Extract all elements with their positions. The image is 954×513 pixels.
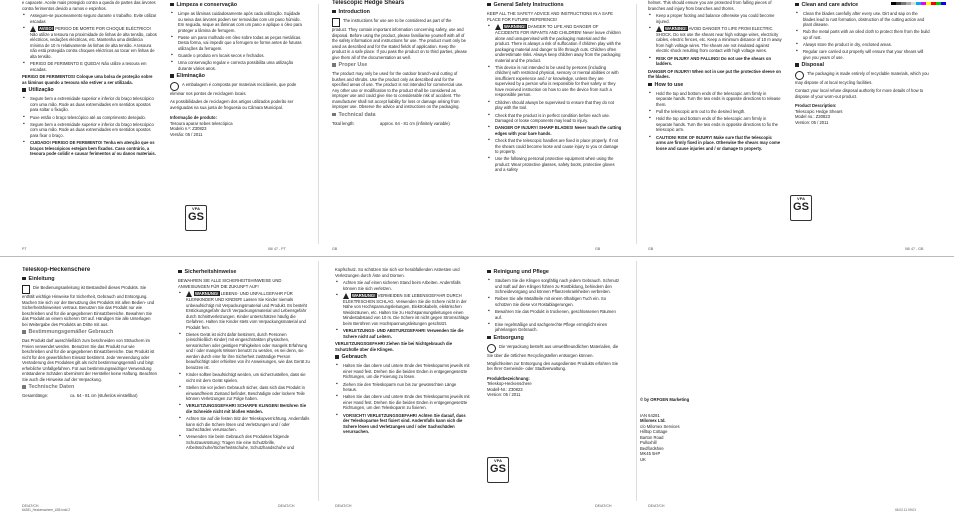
gb-keep: KEEP ALL THE SAFETY ADVICE AND INSTRUCTIONS IN A SAFE PLACE FOR FUTURE REFERENCE!	[487, 11, 613, 22]
bullet-square-icon	[332, 10, 336, 14]
list-item: ▪ Verwenden Sie beim Gebrauch des Produktes folgende Schutzausrüstung: Tragen Sie eine Schutzbrille, Arbeitsschuhe/Sicherheitsschuhe, Schutzhandschuhe und	[178, 434, 313, 451]
list-item: ▪ Hold the top and bottom ends of the telescopic arm firmly in separate hands. Turn the two ends in opposite directions to release them.	[648, 91, 783, 108]
ian-number: IAN 64281	[640, 412, 660, 418]
de-use-list	[335, 363, 470, 434]
pt-disposal: A embalagem é composta por materiais recicláveis, que pode eliminar nos pontos de reciclagem locais.	[170, 82, 297, 97]
de-safety-list	[178, 291, 313, 451]
bullet-square-icon	[487, 3, 491, 7]
section-heading: General Safety Instructions	[487, 2, 622, 9]
pt-product-line: Versão: 05 / 2011	[170, 131, 203, 137]
page-divider	[318, 4, 319, 244]
list-item: ▪ CAUTION! RISK OF INJURY! Make sure that the telescopic arms are firmly fixed in place. Otherwise the shears may come loose and cause injuries and / or damage to property.	[648, 135, 783, 152]
list-item: ▪ Check that the telescopic handles are fixed in place properly. If not the shears could become loose and cause injury to you or damage to property.	[487, 138, 622, 155]
list-item: ▪ DANGER OF INJURY! SHARP BLADES! Never touch the cutting edges with your bare hands.	[487, 125, 622, 136]
section-heading: Clean and care advice	[795, 2, 930, 9]
de-keep: BEWAHREN SIE ALLE SICHERHEITSHINWEISE UND ANWEISUNGEN FÜR DIE ZUKUNFT AUF!	[178, 278, 282, 289]
folio: DE/AT/CH	[595, 504, 612, 508]
list-item: ▪ Children should always be supervised to ensure that they do not play with the tool.	[487, 100, 622, 111]
section-heading: Proper Use	[332, 62, 467, 69]
list-item: ▪ CUIDADO! PERIGO DE FERIMENTO! Tenha em atenção que os braços telescópicos estejam bem fixados. Caso contrário, a tesoura pode colidir e causar ferimentos a/ ou danos materiais.	[22, 140, 157, 157]
pt-product-line: Tesoura aparar sebes telescópica	[170, 120, 233, 126]
list-item: ▪ Dieses Gerät ist nicht dafür bestimmt, durch Personen (einschließlich Kinder) mit eingeschränkten physischen, sensorischen oder geistigen Fähigkeiten oder mangels Erfahrung und / oder mangels Wissen benutzt zu werden, es sei denn, sie werden durch eine für ihre Sicherheit zuständige Person beaufsichtigt oder erhielten von ihr Anweisungen, wie das Gerät zu benutzen ist.	[178, 332, 313, 371]
list-item: ▪ WARNUNG! VERMEIDEN SIE LEBENSGEFAHR DURCH ELEKTRISCHEN SCHLAG. Verwenden Sie die Schere nicht in der Nähe von Hochspannungsleitungen, Elektrokabeln, elektrischen Weidezäunen, etc. Halten Sie zu Hochspannungsleitungen einen Mindestabstand von 10 m. Die Schere ist nicht gegen Stromschläge beim Berühren von Hochspannungsleitungen geschützt.	[335, 293, 470, 327]
list-item: ▪ PERIGO DE FERIMENTO E QUEDA! Não utilize a tesoura em escadas.	[22, 61, 157, 72]
page-divider	[636, 261, 637, 501]
folio: GB	[648, 247, 654, 251]
bullet-square-icon	[178, 270, 182, 274]
bullet-square-icon	[332, 63, 336, 67]
bullet-square-icon	[487, 270, 491, 274]
address-line: Hilltop Cottage	[640, 429, 668, 434]
recycle-icon	[170, 82, 179, 91]
folio: 08/ 47 - GB	[905, 247, 924, 251]
folio: DE/AT/CH	[22, 504, 39, 508]
de-product-line: Teleskop-Heckenschere	[487, 381, 532, 387]
list-item: ▪ This device is not intended to be used by persons (including children) with restricted physical, sensory or mental abilities or with insufficient experience and / or knowledge, unless they are supervised by a person who is responsible for their safety or they have received instruction on how to use the device from such a responsible person.	[487, 65, 622, 98]
list-item: ▪ Segure bem a extremidade superior e inferior do braço telescópico com uma mão. Rode as duas extremidades em sentidos opostos para fixar o braço.	[22, 122, 157, 139]
pt-injury: PERIGO DE FERIMENTOS! Coloque uma bolsa de proteção sobre as lâminas quando a tesoura não estiver a ser utilizada.	[22, 74, 153, 85]
top-col-5	[648, 0, 783, 246]
folio: DE/AT/CH	[335, 504, 352, 508]
gb-care-list	[795, 11, 930, 60]
page-title: Teleskop-Heckenschere	[22, 267, 91, 273]
list-item: ▪ Uma conservação regular e correcta possibilita uma utilização durante vários anos.	[170, 60, 305, 71]
bullet-square-icon	[335, 355, 339, 359]
de-disposal-2: Möglichkeiten zur Entsorgung des ausgedienten Produkts erfahren Sie bei Ihrer Gemeinde- oder Stadtverwaltung.	[487, 360, 619, 372]
recycle-icon	[487, 344, 496, 353]
pt-bullets-1	[22, 13, 157, 72]
list-item: ▪ Ziehen Sie den Teleskoparm nun bis zur gewünschten Länge heraus.	[335, 382, 470, 393]
gb-product-line: Model no.: Z30823	[795, 114, 830, 120]
list-item: ▪ Rub the metal parts with an oiled cloth to protect them from the build up of rust.	[795, 29, 930, 40]
gb-use-list	[648, 91, 783, 151]
section-heading: Entsorgung	[487, 335, 622, 342]
section-heading: Bestimmungsgemäßer Gebrauch	[22, 329, 157, 336]
bottom-col-1	[22, 267, 157, 513]
folio: DE/AT/CH	[278, 504, 295, 508]
section-heading: Gebrauch	[335, 354, 470, 361]
print-timestamp: 06.02.11 09:01	[895, 508, 917, 512]
gb-disposal: The packaging is made entirely of recyclable materials, which you may dispose of at local recycling facilities.	[795, 71, 929, 86]
section-heading: Sicherheitshinweise	[178, 269, 313, 276]
list-item: ▪ AVISO! PERIGO DE MORTE POR CHOQUE ELÉCTRICO! Não utilize a tesoura na proximidade de linhas de alta tensão, cabos eléctricos, vedações eléctricas, etc. Mantenha uma distância mínima de 10 m relativamente às linhas de alta tensão. A tesoura não está protegida contra choques eléctricos ao tocar em linhas de alta tensão.	[22, 26, 157, 60]
list-item: ▪ VERLETZUNGSGEFAHR! SCHARFE KLINGEN! Berühren Sie die Schneide nicht mit bloßen Händen.	[178, 403, 313, 414]
list-item: ▪ Clean the blades carefully after every use. Dirt and sap on the blades lead to rust formation, obstruction of the cutting action and plant disease.	[795, 11, 930, 28]
folio: DE/AT/CH	[648, 504, 665, 508]
section-heading: Technical data	[332, 112, 467, 119]
section-heading: How to use	[648, 82, 783, 89]
de-disposal: Die Verpackung besteht aus umweltfreundlichen Materialien, die Sie über die örtlichen Recyclingstellen entsorgen können.	[487, 343, 619, 358]
bottom-col-5	[640, 397, 775, 497]
bullet-square-icon	[332, 113, 336, 117]
de-care-list	[487, 278, 622, 333]
bullet-square-icon	[795, 63, 799, 67]
bullet-square-icon	[22, 330, 26, 334]
pt-bullets-2	[22, 96, 157, 156]
top-col-1	[22, 0, 157, 246]
section-heading: Technische Daten	[22, 384, 157, 391]
warning-label: WARNUNG!	[186, 291, 220, 296]
manual-icon	[22, 285, 30, 294]
list-item: ▪ Guarde o produto em locais secos e fechados.	[170, 53, 305, 59]
list-item: ▪ Eine regelmäßige und sachgerechte Pflege ermöglicht einen jahrelangen Gebrauch.	[487, 322, 622, 333]
list-item: ▪ Assegure-se puxoneamento seguro durante o trabalho. Evite utilizar escadas	[22, 13, 157, 24]
recycle-icon	[795, 71, 804, 80]
pt-disposal-2: As possibilidades de reciclagem dos artigos utilizados poderão ser averiguadas na sua junta de freguesia ou Câmara Municipal.	[170, 99, 294, 110]
bullet-square-icon	[22, 88, 26, 92]
de-helmet: Kopfschutz. So schützen Sie sich vor herabfallenden Astresten und Verletzungen durch Äste und Dornen.	[335, 267, 460, 278]
gb-proper: The product may only be used for the outdoor branch-and cutting of bushes and shrubs. Use the product only as described and for the specified areas of use. The product is not intended for commercial use. Any other use or modification to the product shall be considered as improper use and could give rise to considerable risk of accident. The manufacturer shall not accept liability for loss or damage arising from improper use. Observe the advice and instructions on the packaging.	[332, 71, 464, 110]
pt-intro: e capacete. Aceite mais protegido contra a queda de partes das árvores contra ferimentos devido a ramos e espinhos.	[22, 0, 156, 11]
address-line: Barton Road	[640, 434, 664, 440]
list-item: ▪ WARNING! DANGER TO LIFE AND DANGER OF ACCIDENTS FOR INFANTS AND CHILDREN! Never leave children alone and unsupervised with the packaging material and the product. There is always a risk of suffocation if children play with the packaging material and danger to life through cuts. Children often underestimate risks. Always keep children away from the packaging material and the product.	[487, 24, 622, 63]
list-item: ▪ Kinder sollten beaufsichtigt werden, um sicherzustellen, dass sie nicht mit dem Gerät spielen.	[178, 372, 313, 383]
folio: PT	[22, 247, 27, 251]
page-title: Telescopic Hedge Shears	[332, 0, 405, 6]
section-heading: Eliminação	[170, 73, 305, 80]
top-col-4	[487, 0, 622, 246]
list-item: ▪ Hold the top and bottom ends of the telescopic arm firmly in separate hands. Turn the two ends in opposite directions to fix the telescopic arm.	[648, 116, 783, 133]
gb-safety-list	[487, 24, 622, 173]
top-sheet	[0, 0, 954, 256]
list-item: ▪ Säubern Sie die Klingen sorgfältig nach jedem Gebrauch. Schmutz und Saft auf den Klingen führen zu Rostbildung, behindern den Schneidevorgang und können Pflanzenkrankheiten verbreiten.	[487, 278, 622, 295]
tech-row: Total length: approx. 64 - 81 cm (infinitely variable)	[332, 120, 450, 126]
gb-product-line: Version: 05 / 2011	[795, 119, 829, 125]
de-use: Das Produkt darf ausschließlich zum beschneiden von Sträuchern im Freien verwendet werden. Benutzen Sie das Produkt nur wie beschrieben und für die angegebenen Einsatzbereiche. Das Produkt ist nicht für den gewerblichen Einsatz bestimmt. Jede Verwendung oder Veränderung des Produktes gilt als nicht bestimmungsgemäß und birgt erhebliche Unfallgefahren. Für aus bestimmungswidriger Verwendung entstandene Schäden übernimmt der Hersteller keine Haftung. Beachten Sie auch die Hinweise auf der Verpackung.	[22, 338, 157, 382]
bottom-col-2	[178, 267, 313, 513]
gs-seal-icon: VPA GS	[185, 205, 207, 231]
section-heading: Disposal	[795, 62, 930, 69]
section-heading: Utilização	[22, 87, 157, 94]
address-line: Pulloxhill	[640, 440, 657, 445]
list-item: ▪ Pull the telescopic arm out to the desired length.	[648, 109, 783, 115]
list-item: ▪ Halten Sie das obere und untere Ende des Teleskoparms jeweils mit einer Hand fest. Drehen Sie die beiden Enden in entgegengesetzte Richtungen, um die Fixierung zu lösen.	[335, 363, 470, 380]
list-item: ▪ Keep a proper footing and balance otherwise you could become injured.	[648, 13, 783, 24]
address-line: c/o Milomex Services	[640, 423, 680, 429]
gb-safety-list-2	[648, 13, 783, 67]
top-col-3	[332, 0, 467, 246]
de-product-line: Version: 05 / 2011	[487, 392, 521, 398]
warning-label: WARNING!	[656, 26, 688, 31]
list-item: ▪ Puxe então o braço telescópico até ao comprimento desejado.	[22, 115, 157, 121]
list-item: ▪ Halten Sie das obere und untere Ende des Teleskoparms jeweils mit einer Hand fest. Drehen Sie die beiden Enden in entgegengesetzte Richtungen, um den Teleskoparm zu fixieren.	[335, 394, 470, 411]
page-divider	[636, 4, 637, 244]
address-line: Bedfordshire	[640, 445, 664, 451]
list-item: ▪ RISK OF INJURY AND FALLING! Do not use the shears on ladders.	[648, 56, 783, 67]
page-divider	[318, 261, 319, 501]
de-intro: Die Bedienungsanleitung ist Bestandteil dieses Produkts. Sie enthält wichtige Hinweise für Sicherheit, Gebrauch und Entsorgung. Machen Sie sich vor der Benutzung des Produkts mit allen Bedien- und Sicherheitshinweisen vertraut. Benutzen Sie das Produkt nur wie beschrieben und für die angegebenen Einsatzbereiche. Bewahren Sie das Produkt an einem sicheren Ort auf. Händigen Sie alle Unterlagen bei Weitergabe des Produkts an Dritte mit aus.	[22, 285, 155, 327]
bullet-square-icon	[795, 3, 799, 7]
list-item: ▪ Check that the product is in perfect condition before each use. Damaged or loose components may lead to injury.	[487, 113, 622, 124]
gb-disposal-2: Contact your local refuse disposal authority for more details of how to dispose of your worn-out product.	[795, 88, 924, 99]
pt-product-info-title: Informação de produto:	[170, 115, 217, 121]
de-product-line: Modell-Nr.: Z30823	[487, 386, 523, 392]
bullet-square-icon	[22, 385, 26, 389]
gb-injury: DANGER OF INJURY! When not in use put the protective sleeve on the blades.	[648, 68, 781, 80]
gs-seal-icon: VPA GS	[790, 195, 812, 221]
folio: GB	[595, 247, 601, 251]
list-item: ▪ Regular care carried out properly will ensure that your shears will give you years of use.	[795, 49, 930, 60]
tech-row: Gesamtlänge: ca. 64 - 81 cm (stufenlos einstellbar)	[22, 393, 138, 399]
bullet-square-icon	[22, 277, 26, 281]
bullet-square-icon	[648, 83, 652, 87]
pt-product-line: Modelo n.º: Z30823	[170, 126, 207, 132]
print-color-bar	[891, 2, 946, 5]
list-item: ▪ WARNING! AVOID DANGER TO LIFE FROM ELECTRIC SHOCK. Do not use the shears near high voltage wires, electricity cables, electric fences, etc. Keep a minimum distance of 10 m away from high voltage wires. The shears are not insulated against electric shock resulting from contact with high voltage wires.	[648, 26, 783, 54]
folio: GB	[332, 247, 338, 251]
list-item: ▪ WARNUNG! LEBENS- UND UNFALLGEFAHR FÜR KLEINKINDER UND KINDER! Lassen Sie Kinder niemals unbeaufsichtigt mit Verpackungsmaterial und Produkt. Es besteht Erstickungsgefahr durch Verpackungsmaterial und Lebensgefahr durch Schnittverletzungen. Kinder unterschätzen häufig die Gefahren. Halten Sie Kinder stets vom Verpackungsmaterial und Produkt fern.	[178, 291, 313, 330]
de-safety-list-2	[335, 280, 470, 339]
address-line: MK45 5HP	[640, 451, 661, 456]
list-item: ▪ VORSICHT! VERLETZUNGSGEFAHR! Achten Sie darauf, dass der Teleskoparme fest fixiert sind. Andernfalls kann sich die Schere lösen und Verletzungen und / oder Sachschäden verursachen.	[335, 413, 470, 435]
pt-clean-list	[170, 11, 305, 71]
warning-label: AVISO!	[30, 26, 54, 31]
list-item: ▪ Limpe as lâminas cuidadosamente após cada utilização. Sujidade ou seiva das árvores podem ser removidas com um pano húmido. Em seguida, seque as lâminas com um pano e aplique o óleo para proteger a lâmina de ferrugem.	[170, 11, 305, 33]
top-col-6	[795, 0, 930, 246]
list-item: ▪ Use the following personal protective equipment when using the product: Wear protective glasses, safety boots, protective gloves and a safety	[487, 156, 622, 173]
bullet-square-icon	[170, 3, 174, 7]
list-item: ▪ Passe um pano molhado em óleo sobre todas as peças metálicas. Desta forma, vai impedir que a ferrugem se forme antes de futuras utilizações da ferragem.	[170, 35, 305, 52]
copyright: © by ORFGEN Marketing	[640, 397, 690, 402]
list-item: ▪ Bewahren Sie das Produkt in trockenen, geschlossenen Räumen auf.	[487, 309, 622, 320]
list-item: ▪ Always store the product in dry, enclosed areas.	[795, 42, 930, 48]
gb-intro: The instructions for use are to be considered as part of the product. They contain important information concerning safety, use and disposal. Before using the product, please familiarise yourself with all of the safety information and instructions for use. The product must only be used as described and for the stated fields of application. Keep the product in a safe place. If you pass the product on to third parties, please give them all of the documentation as well.	[332, 18, 467, 60]
warning-label: WARNUNG!	[343, 293, 377, 298]
list-item: ▪ Achten Sie auf einen sicheren Stand beim Arbeiten. Andernfalls können Sie sich verletzen.	[335, 280, 470, 291]
list-item: ▪ Reiben Sie alle Metallteile mit einem ölhaltigen Tuch ein. So schützen Sie diese vor Rostablagerungen.	[487, 296, 622, 307]
gb-product-line: Telescopic Hedge Shears	[795, 108, 843, 114]
de-injury: VERLETZUNGSGEFAHR! Ziehen Sie bei Nichtgebrauch die Schutzhülle über die Klingen.	[335, 341, 453, 352]
gb-helmet: helmet. This should ensure you are protected from falling pieces of branches and injury from branches and thorns.	[648, 0, 772, 11]
address-line: UK	[640, 456, 646, 462]
company-name: Milomex Ltd.	[640, 418, 666, 423]
section-heading: Einleitung	[22, 276, 157, 283]
gs-seal-icon: VPA GS	[487, 457, 509, 483]
section-heading: Limpeza e conservação	[170, 2, 305, 9]
warning-label: WARNING!	[495, 24, 527, 29]
bottom-col-3	[335, 267, 470, 513]
bullet-square-icon	[487, 336, 491, 340]
de-product-title: Produktbezeichnung:	[487, 375, 530, 381]
list-item: ▪ Stellen Sie vor jedem Gebrauch sicher, dass sich das Produkt in einwandfreiem Zustand befindet. Beschädigte oder lockere Teile können Verletzungen zur Folge haben.	[178, 385, 313, 402]
folio: 08/ 47 - PT	[268, 247, 286, 251]
section-heading: Reinigung und Pflege	[487, 269, 622, 276]
list-item: ▪ VERLETZUNGS- UND ABSTURZGEFAHR! Verwenden Sie die Schere nicht auf Leitern.	[335, 328, 470, 339]
list-item: ▪ Segure bem a extremidade superior e inferior do braço telescópico com uma mão. Rode as duas extremidades em sentidos opostos para soltar o fixação.	[22, 96, 157, 113]
manual-icon	[332, 18, 340, 27]
bullet-square-icon	[170, 74, 174, 78]
section-heading: Introduction	[332, 9, 467, 16]
bottom-sheet	[0, 256, 954, 513]
gb-product-title: Product Description:	[795, 103, 837, 109]
list-item: ▪ Achten Sie auf die festen Sitz der Teleskopverrichtung. Andernfalls kann sich die Schere lösen und Verletzungen und / oder Sachschäden verursachen.	[178, 416, 313, 433]
indd-filename: 64281_Heckenschere_LB5.indd 2	[22, 508, 71, 512]
